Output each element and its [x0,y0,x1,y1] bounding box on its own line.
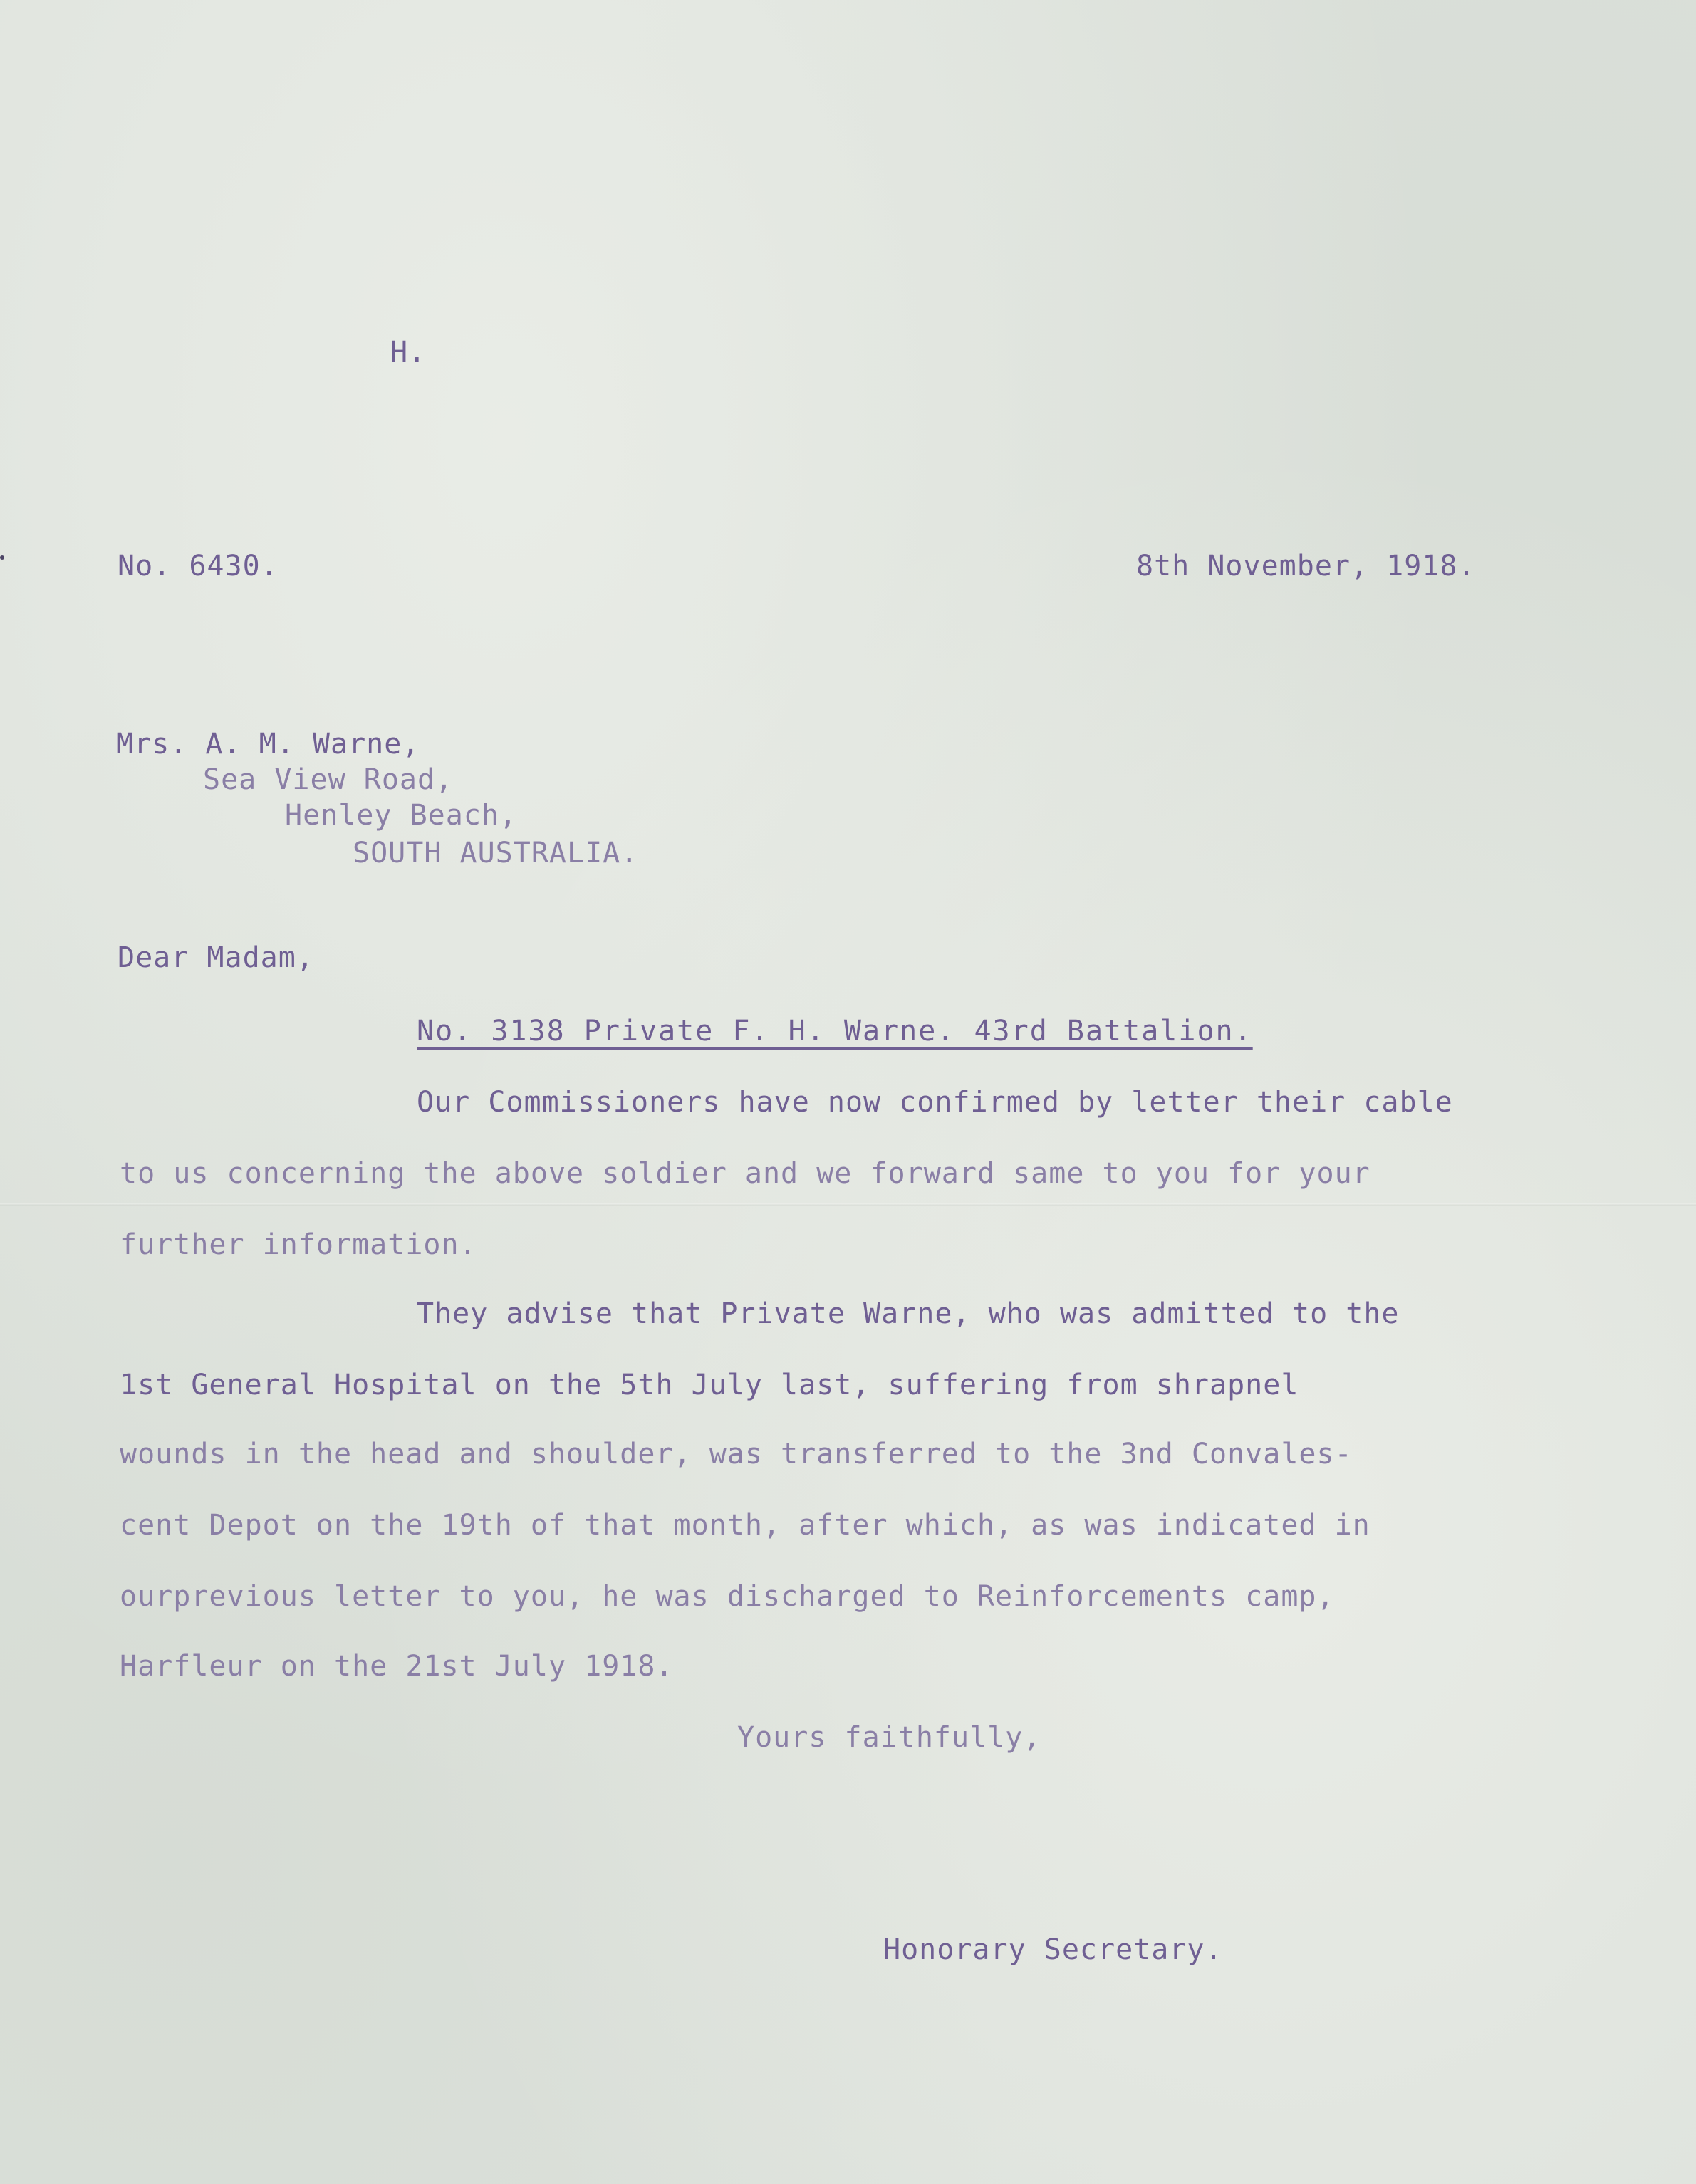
letter-date: 8th November, 1918. [1136,550,1476,582]
recipient-name: Mrs. A. M. Warne, [116,728,420,761]
paragraph2-line1: They advise that Private Warne, who was admitted to the [417,1297,1400,1330]
paragraph2-line4: cent Depot on the 19th of that month, after which, as was indicated in [120,1509,1370,1542]
paragraph2-line5: ourprevious letter to you, he was discharged to Reinforcements camp, [120,1580,1335,1613]
recipient-state: SOUTH AUSTRALIA. [353,837,639,869]
salutation: Dear Madam, [118,941,314,974]
signatory-title: Honorary Secretary. [883,1933,1223,1966]
paragraph2-line6: Harfleur on the 21st July 1918. [120,1650,674,1683]
closing: Yours faithfully, [737,1721,1041,1754]
file-mark: H. [390,336,427,369]
reference-number: No. 6430. [118,550,279,582]
recipient-suburb: Henley Beach, [285,799,518,832]
paragraph1-line1: Our Commissioners have now confirmed by letter their cable [417,1086,1453,1119]
subject-line: No. 3138 Private F. H. Warne. 43rd Battalion. [417,1015,1253,1047]
recipient-street: Sea View Road, [203,763,454,796]
paragraph2-line3: wounds in the head and shoulder, was transferred to the 3nd Convales- [120,1438,1353,1470]
paragraph2-line2: 1st General Hospital on the 5th July last, suffering from shrapnel [120,1369,1299,1401]
punch-mark [0,555,4,560]
paper-fold-line [0,1203,1696,1206]
paragraph1-line3: further information. [120,1228,477,1261]
paragraph1-line2: to us concerning the above soldier and we forward same to you for your [120,1157,1370,1190]
